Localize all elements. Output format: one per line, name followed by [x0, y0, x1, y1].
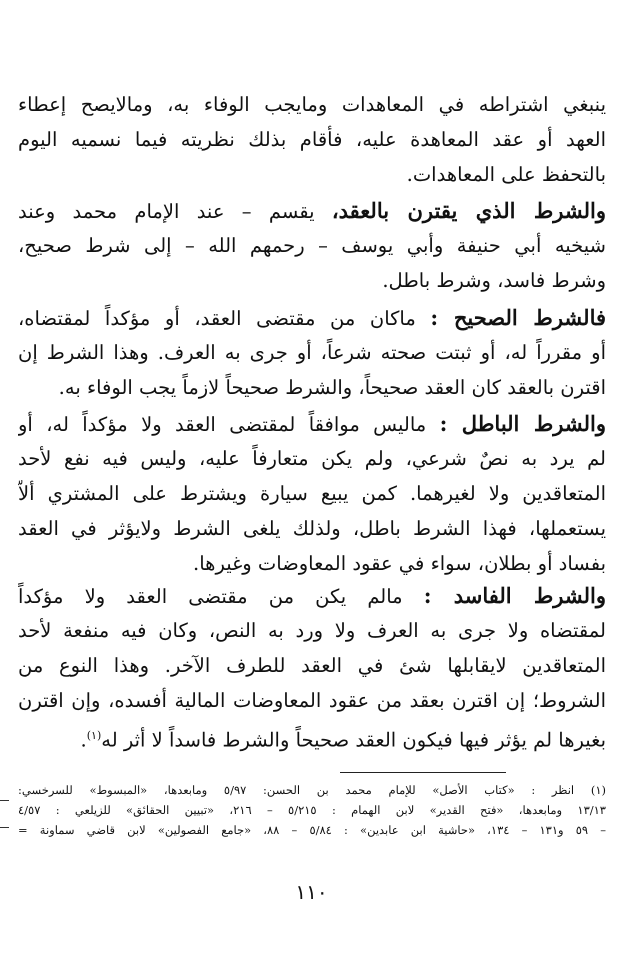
footnote-reference[interactable]: (١): [86, 729, 102, 742]
line-rest: بغيرها لم يؤثر فيها فيكون العقد صحيحاً والشرط فاسداً لا أثر له: [101, 728, 606, 752]
footnote-line: – ٥٩ و١٣١ – ١٣٤، «حاشية ابن عابدين» : ٥/٨٤ – ٨٨، «جامع الفصولين» لابن قاضي سماونة =: [18, 823, 606, 837]
text-line: العهد أو عقد المعاهدة عليه، فأقام بذلك نظريته فيما نسميه اليوم: [18, 128, 606, 151]
lead-heading: والشرط الباطل :: [439, 411, 606, 436]
text-line: المتعاقدين لايقابلها شئ في العقد للطرف الآخر. وهذا النوع من: [18, 654, 606, 677]
text-line: بالتحفظ على المعاهدات.: [406, 163, 606, 186]
paragraph-1: [18, 87, 606, 192]
line-rest: يقسم – عند الإمام محمد وعند: [18, 200, 332, 223]
lead-heading: والشرط الفاسد :: [423, 583, 606, 608]
text-line: [18, 193, 606, 228]
text-line: [18, 300, 606, 335]
text-line: الشروط؛ إن اقترن بعقد من عقود المعاوضات المالية أفسده، وإن اقترن: [18, 689, 606, 712]
line-rest: ماكان من مقتضى العقد، أو مؤكداً لمقتضاه،: [18, 307, 431, 330]
paragraph-3: [18, 300, 606, 405]
footnote-line: ١٣/١٣ ومابعدها، «فتح القدير» لابن الهمام : ٥/٢١٥ – ٢١٦، «تبيين الحقائق» للزيلعي : ٤/٥٧: [18, 803, 606, 817]
lead-heading: والشرط الذي يقترن بالعقد،: [331, 198, 606, 223]
text-line: شيخيه أبي حنيفة وأبي يوسف – رحمهم الله – إلى شرط صحيح،: [18, 234, 606, 257]
paragraph-2: [18, 193, 606, 298]
text-line: وشرط فاسد، وشرط باطل.: [382, 269, 606, 292]
text-line: لمقتضاه ولا جرى به العرف ولا ورد به النص، وكان فيه منفعة لأحد: [18, 619, 606, 642]
margin-mark: [0, 827, 9, 828]
paragraph-4: [18, 406, 606, 581]
text-line: [18, 718, 606, 753]
text-line: يستعملها، فهذا الشرط باطل، ولذلك يلغى الشرط ولايؤثر في العقد: [18, 517, 606, 540]
text-line: [18, 406, 606, 441]
text-line: [18, 578, 606, 613]
text-line: بفساد أو بطلان، سواء في عقود المعاوضات وغيرها.: [193, 552, 606, 575]
text-line: اقترن بالعقد كان العقد صحيحاً، والشرط صحيحاً لازماً يجب الوفاء به.: [58, 376, 606, 399]
line-rest: مالم يكن من مقتضى العقد ولا مؤكداً: [18, 585, 424, 608]
page-number: ١١٠: [295, 880, 328, 904]
text-line: المتعاقدين ولا لغيرهما. كمن يبيع سيارة ويشترط على المشتري ألاّ: [18, 482, 606, 505]
text-line: لم يرد به نصٌ شرعي، ولم يكن متعارفاً عليه، وليس فيه نفع لأحد: [18, 447, 606, 470]
footnote-line: (١) انظر : «كتاب الأصل» للإمام محمد بن الحسن: ٥/٩٧ ومابعدها، «المبسوط» للسرخسي:: [18, 783, 606, 797]
line-tail: .: [80, 728, 87, 752]
text-line: ينبغي اشتراطه في المعاهدات ومايجب الوفاء به، وماﻻيصح إعطاء: [18, 93, 606, 116]
text-line: أو مقرراً له، أو ثبتت صحته شرعاً، أو جرى به العرف. وهذا الشرط إن: [18, 341, 606, 364]
lead-heading: فالشرط الصحيح :: [430, 305, 606, 330]
line-rest: ماليس موافقاً لمقتضى العقد ولا مؤكداً له، أو: [18, 413, 440, 436]
footnote: [18, 780, 606, 840]
margin-mark: [0, 800, 9, 801]
footnote-divider: [340, 772, 506, 773]
paragraph-5: [18, 578, 606, 753]
